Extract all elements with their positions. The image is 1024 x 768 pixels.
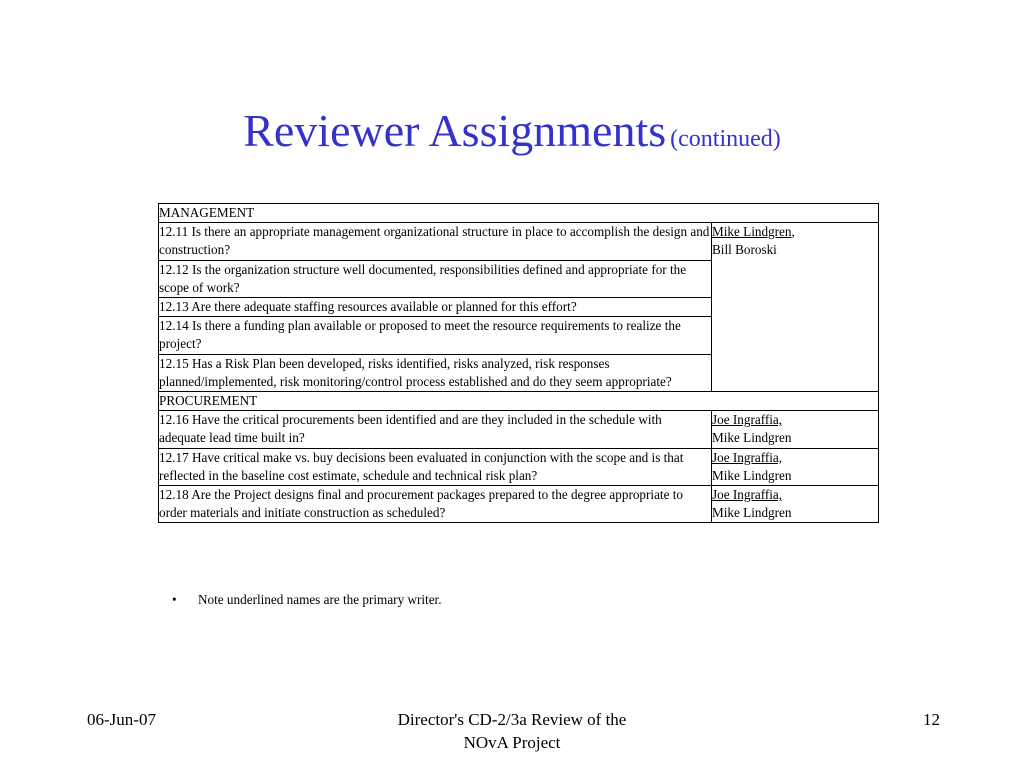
reviewers-cell xyxy=(712,223,879,392)
table-row xyxy=(159,448,879,485)
primary-reviewer: Mike Lindgren xyxy=(712,224,792,240)
question-cell: 12.15 Has a Risk Plan been developed, risks identified, risks analyzed, risk responses planned/implemented, risk monitoring/control process established and do they seem appropriate? xyxy=(159,354,712,391)
footnote-text: Note underlined names are the primary writer. xyxy=(198,592,442,607)
section-heading-management: MANAGEMENT xyxy=(159,204,879,223)
primary-reviewer: Joe Ingraffia, xyxy=(712,449,783,465)
reviewers-cell xyxy=(712,448,879,485)
reviewers-cell xyxy=(712,486,879,523)
secondary-reviewer: Mike Lindgren xyxy=(712,505,792,521)
reviewer-separator: , xyxy=(791,224,795,240)
secondary-reviewer: Mike Lindgren xyxy=(712,430,792,446)
question-cell: 12.16 Have the critical procurements been identified and are they included in the schedule with adequate lead time built in? xyxy=(159,411,712,448)
question-cell: 12.17 Have critical make vs. buy decisions been evaluated in conjunction with the scope and is that reflected in the baseline cost estimate, schedule and technical risk plan? xyxy=(159,448,712,485)
secondary-reviewer: Mike Lindgren xyxy=(712,467,792,483)
secondary-reviewer: Bill Boroski xyxy=(712,242,777,258)
slide-title-main: Reviewer Assignments xyxy=(243,105,667,156)
footer-title-line1: Director's CD-2/3a Review of the xyxy=(397,710,627,729)
page-number: 12 xyxy=(923,710,940,729)
footer-title xyxy=(352,708,672,754)
footnote xyxy=(172,592,442,608)
table-row xyxy=(159,411,879,448)
section-row-procurement xyxy=(159,392,879,411)
reviewer-table xyxy=(158,203,879,523)
section-row-management xyxy=(159,204,879,223)
question-cell: 12.11 Is there an appropriate management organizational structure in place to accomplish the design and construction? xyxy=(159,223,712,260)
primary-reviewer: Joe Ingraffia, xyxy=(712,487,783,503)
question-cell: 12.13 Are there adequate staffing resources available or planned for this effort? xyxy=(159,298,712,317)
bullet-icon: • xyxy=(172,592,177,607)
primary-reviewer: Joe Ingraffia, xyxy=(712,412,783,428)
slide-title xyxy=(0,104,1024,157)
table-row xyxy=(159,486,879,523)
table-row xyxy=(159,223,879,260)
footer-date: 06-Jun-07 xyxy=(87,710,156,729)
section-heading-procurement: PROCUREMENT xyxy=(159,392,879,411)
slide-title-sub: (continued) xyxy=(670,126,781,152)
question-cell: 12.12 Is the organization structure well documented, responsibilities defined and appropriate for the scope of work? xyxy=(159,260,712,297)
reviewers-cell xyxy=(712,411,879,448)
footer-title-line2: NOvA Project xyxy=(463,733,561,752)
question-cell: 12.18 Are the Project designs final and procurement packages prepared to the degree appropriate to order materials and initiate construction as scheduled? xyxy=(159,486,712,523)
question-cell: 12.14 Is there a funding plan available or proposed to meet the resource requirements to realize the project? xyxy=(159,317,712,354)
